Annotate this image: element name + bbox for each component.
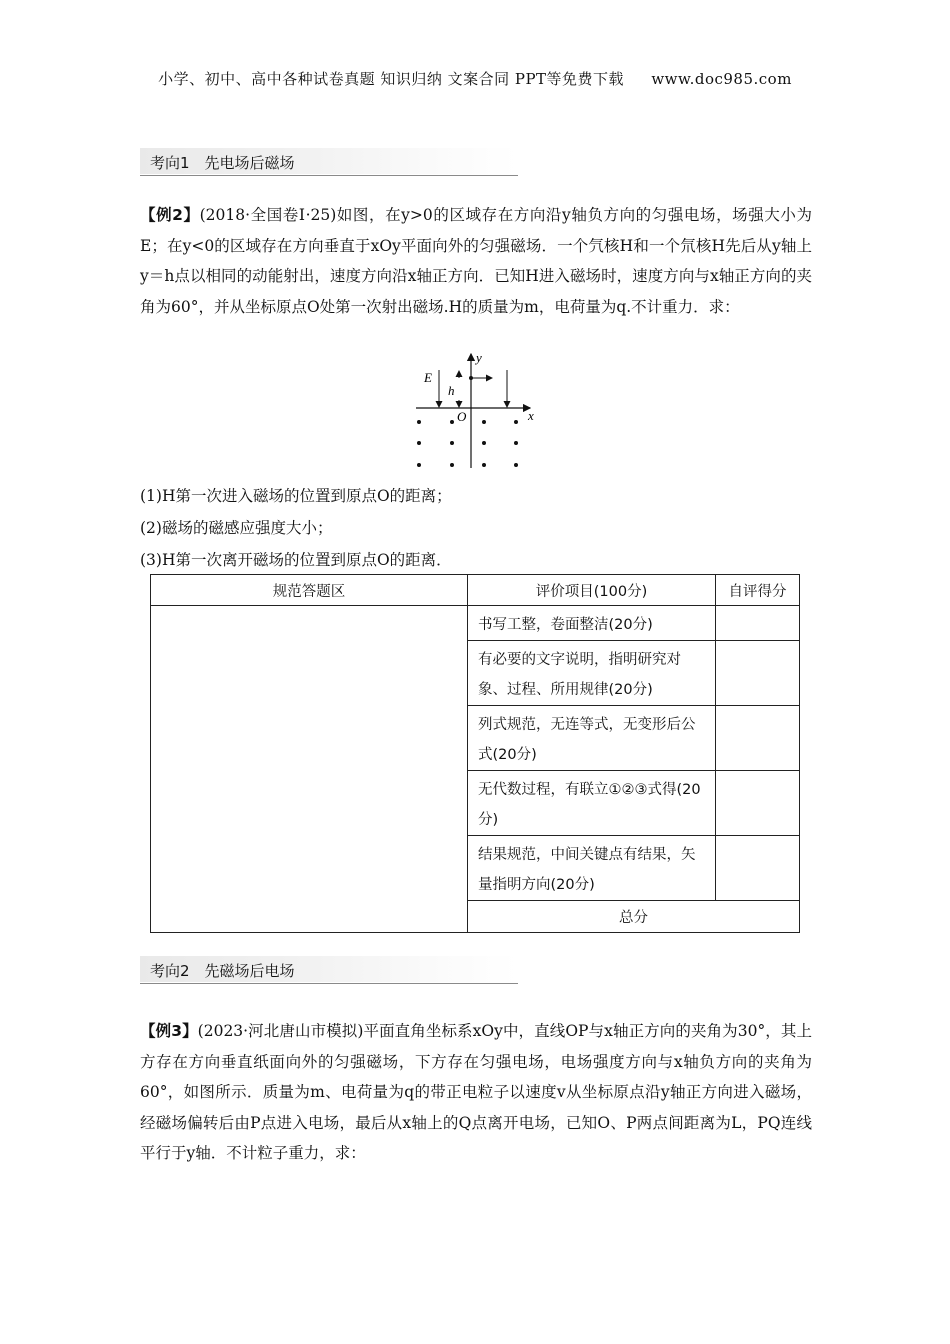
eval-item: 结果规范，中间关键点有结果，矢量指明方向(20分) [468, 836, 716, 901]
label-x: x [528, 408, 534, 423]
example-text: (2018·全国卷Ⅰ·25)如图，在y>0的区域存在方向沿y轴负方向的匀强电场，场强大小为E；在y<0的区域存在方向垂直于xOy平面向外的匀强磁场．一个氕核H和一个氘核H先后从y轴上y＝h点以相同的动能射出，速度方向沿x轴正方向．已知H进入磁场时，速度方向与x轴正方向的夹角为60°，并从坐标原点O处第一次射出磁场.H的质量为m，电荷量为q.不计重力．求： [140, 206, 812, 316]
label-E: E [424, 370, 432, 385]
question-1: (1)H第一次进入磁场的位置到原点O的距离； [140, 487, 452, 505]
section-heading-1 [140, 148, 518, 178]
self-score-cell[interactable] [716, 606, 800, 641]
field-diagram [408, 350, 548, 472]
section-title: 考向1 先电场后磁场 [150, 154, 295, 172]
example-text: (2023·河北唐山市模拟)平面直角坐标系xOy中，直线OP与x轴正方向的夹角为30°，其上方存在方向垂直纸面向外的匀强磁场，下方存在匀强电场，电场强度方向与x轴负方向的夹角为60°，如图所示．质量为m、电荷量为q的带正电粒子以速度v从坐标原点沿y轴正方向进入磁场，经磁场偏转后由P点进入电场，最后从x轴上的Q点离开电场，已知O、P两点间距离为L，PQ连线平行于y轴．不计粒子重力，求： [140, 1022, 812, 1162]
example-2 [140, 200, 812, 322]
eval-item: 有必要的文字说明，指明研究对象、过程、所用规律(20分) [468, 641, 716, 706]
example-label: 【例2】 [140, 206, 200, 224]
self-score-cell[interactable] [716, 771, 800, 836]
example-3 [140, 1016, 812, 1169]
eval-item: 列式规范，无连等式，无变形后公式(20分) [468, 706, 716, 771]
total-score: 总分 [468, 901, 800, 933]
label-O: O [457, 409, 467, 424]
section-title: 考向2 先磁场后电场 [150, 962, 295, 980]
self-score-cell[interactable] [716, 706, 800, 771]
question-2: (2)磁场的磁感应强度大小； [140, 519, 333, 537]
question-3: (3)H第一次离开磁场的位置到原点O的距离． [140, 551, 452, 569]
label-h: h [448, 383, 455, 398]
label-y: y [476, 350, 482, 365]
header-self-score: 自评得分 [716, 575, 800, 606]
self-score-cell[interactable] [716, 836, 800, 901]
section-underline [140, 175, 518, 176]
self-score-cell[interactable] [716, 641, 800, 706]
scoring-table [150, 574, 800, 933]
section-heading-2 [140, 956, 518, 986]
eval-item: 无代数过程，有联立①②③式得(20分) [468, 771, 716, 836]
answer-area[interactable] [151, 606, 468, 933]
example-label: 【例3】 [140, 1022, 198, 1040]
header-evaluation: 评价项目(100分) [468, 575, 716, 606]
eval-item: 书写工整，卷面整洁(20分) [468, 606, 716, 641]
section-underline [140, 983, 518, 984]
page-header [0, 68, 950, 89]
header-text: 小学、初中、高中各种试卷真题 知识归纳 文案合同 PPT等免费下载 [158, 70, 625, 88]
header-answer-area: 规范答题区 [151, 575, 468, 606]
magnetic-field-dots [417, 420, 518, 467]
header-site: www.doc985.com [651, 70, 792, 88]
